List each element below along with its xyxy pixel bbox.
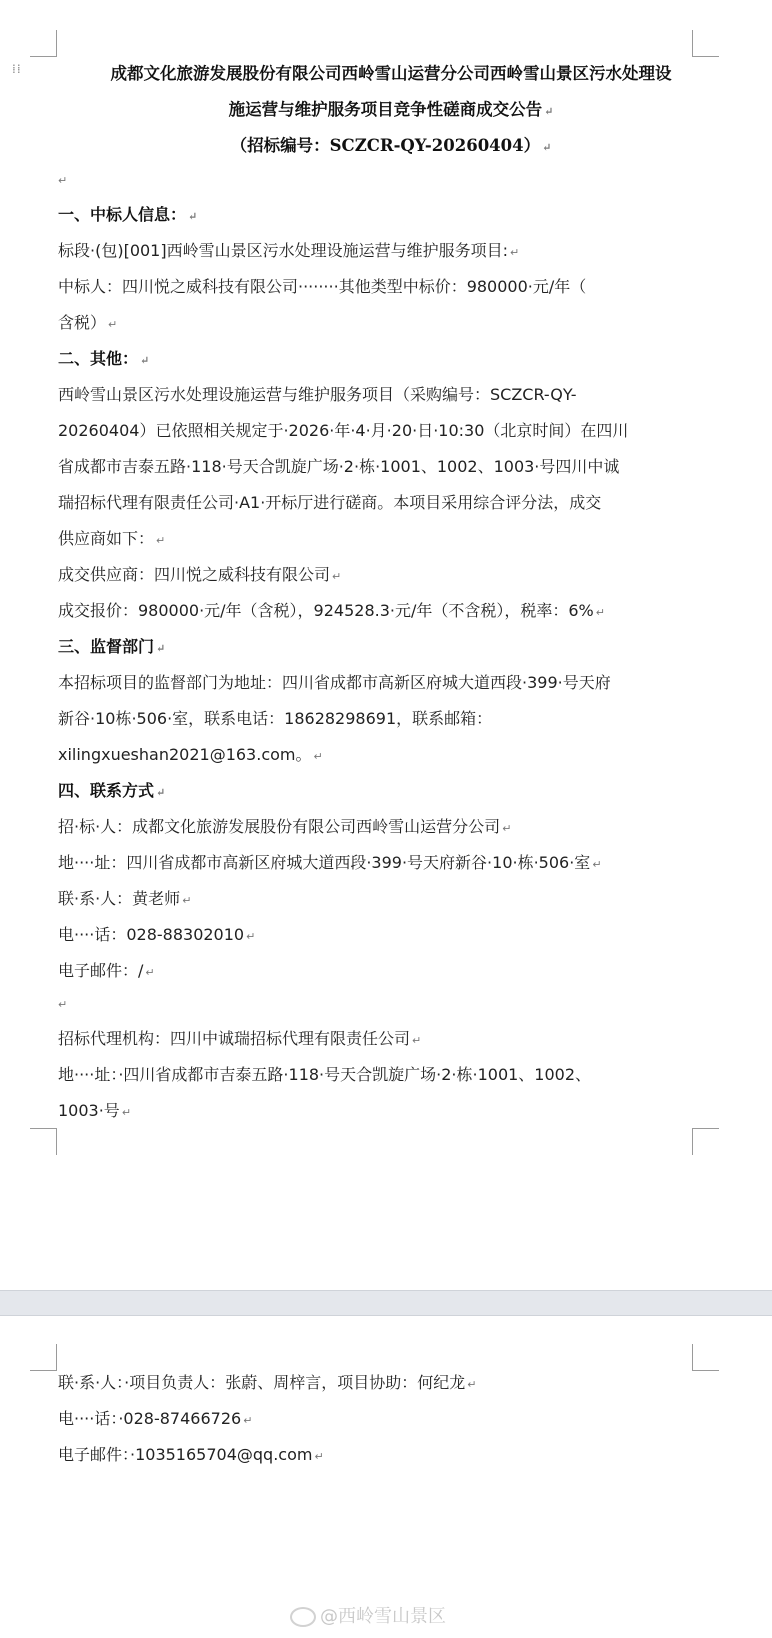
weibo-watermark: @西岭雪山景区: [290, 1602, 446, 1628]
page-corner-mark: [692, 30, 719, 57]
page-corner-mark: [30, 1344, 57, 1371]
document-title-line-1: 成都文化旅游发展股份有限公司西岭雪山运营分公司西岭雪山景区污水处理设: [110, 64, 672, 83]
paragraph-line: 瑞招标代理有限责任公司·A1·开标厅进行磋商。本项目采用综合评分法，成交: [58, 493, 602, 512]
page-corner-mark: [692, 1344, 719, 1371]
paragraph-line: 省成都市吉泰五路·118·号天合凯旋广场·2·栋·1001、1002、1003·号四川中诚: [58, 457, 620, 476]
paragraph-line: 电子邮件：/ ↵: [58, 961, 155, 980]
document-title-line-2: 施运营与维护服务项目竞争性磋商成交公告 ↵: [228, 100, 554, 119]
paragraph-mark: ↵: [58, 174, 68, 187]
section-heading: 四、联系方式 ↵: [58, 781, 166, 800]
paragraph-mark: ↵: [58, 998, 68, 1011]
paragraph-line: 联·系·人：·项目负责人：张蔚、周梓言，项目协助：何纪龙 ↵: [58, 1373, 477, 1392]
paragraph-line: 本招标项目的监督部门为地址：四川省成都市高新区府城大道西段·399·号天府: [58, 673, 611, 692]
paragraph-line: 招·标·人：成都文化旅游发展股份有限公司西岭雪山运营分公司 ↵: [58, 817, 512, 836]
paragraph-line: 西岭雪山景区污水处理设施运营与维护服务项目（采购编号：SCZCR-QY-: [58, 385, 577, 404]
page-corner-mark: [30, 30, 57, 57]
paragraph-line: 成交报价：980000·元/年（含税），924528.3·元/年（不含税），税率：6% ↵: [58, 601, 605, 620]
paragraph-line: 电····话：·028-87466726 ↵: [58, 1409, 253, 1428]
table-move-handle-icon[interactable]: ⁞⁞: [12, 62, 22, 76]
paragraph-line: 20260404）已依照相关规定于·2026·年·4·月·20·日·10:30（北京时间）在四川: [58, 421, 629, 440]
paragraph-line: 中标人：四川悦之威科技有限公司········其他类型中标价：980000·元/年（: [58, 277, 587, 296]
paragraph-line: xilingxueshan2021@163.com。 ↵: [58, 745, 323, 764]
page-corner-mark: [692, 1128, 719, 1155]
page-break-gap: [0, 1290, 772, 1316]
paragraph-line: 标段·(包)[001]西岭雪山景区污水处理设施运营与维护服务项目: ↵: [58, 241, 520, 260]
paragraph-line: 电子邮件：·1035165704@qq.com ↵: [58, 1445, 324, 1464]
page-corner-mark: [30, 1128, 57, 1155]
paragraph-line: 地····址：四川省成都市高新区府城大道西段·399·号天府新谷·10·栋·506·室 ↵: [58, 853, 602, 872]
section-heading: 二、其他： ↵: [58, 349, 150, 368]
paragraph-line: 供应商如下： ↵: [58, 529, 166, 548]
document-page-2: [0, 1316, 772, 1638]
paragraph-line: 新谷·10栋·506·室，联系电话：18628298691，联系邮箱：: [58, 709, 493, 728]
paragraph-line: 1003·号 ↵: [58, 1101, 132, 1120]
section-heading: 三、监督部门 ↵: [58, 637, 166, 656]
paragraph-line: 含税） ↵: [58, 313, 118, 332]
paragraph-line: 招标代理机构：四川中诚瑞招标代理有限责任公司 ↵: [58, 1029, 422, 1048]
paragraph-line: 联·系·人：黄老师 ↵: [58, 889, 192, 908]
weibo-icon: [290, 1607, 316, 1627]
section-heading: 一、中标人信息： ↵: [58, 205, 198, 224]
paragraph-line: 成交供应商：四川悦之威科技有限公司 ↵: [58, 565, 342, 584]
paragraph-line: 地····址：·四川省成都市吉泰五路·118·号天合凯旋广场·2·栋·1001、1002、: [58, 1065, 592, 1084]
document-title-line-3: （招标编号：SCZCR-QY-20260404） ↵: [230, 136, 552, 155]
paragraph-line: 电····话：028-88302010 ↵: [58, 925, 256, 944]
